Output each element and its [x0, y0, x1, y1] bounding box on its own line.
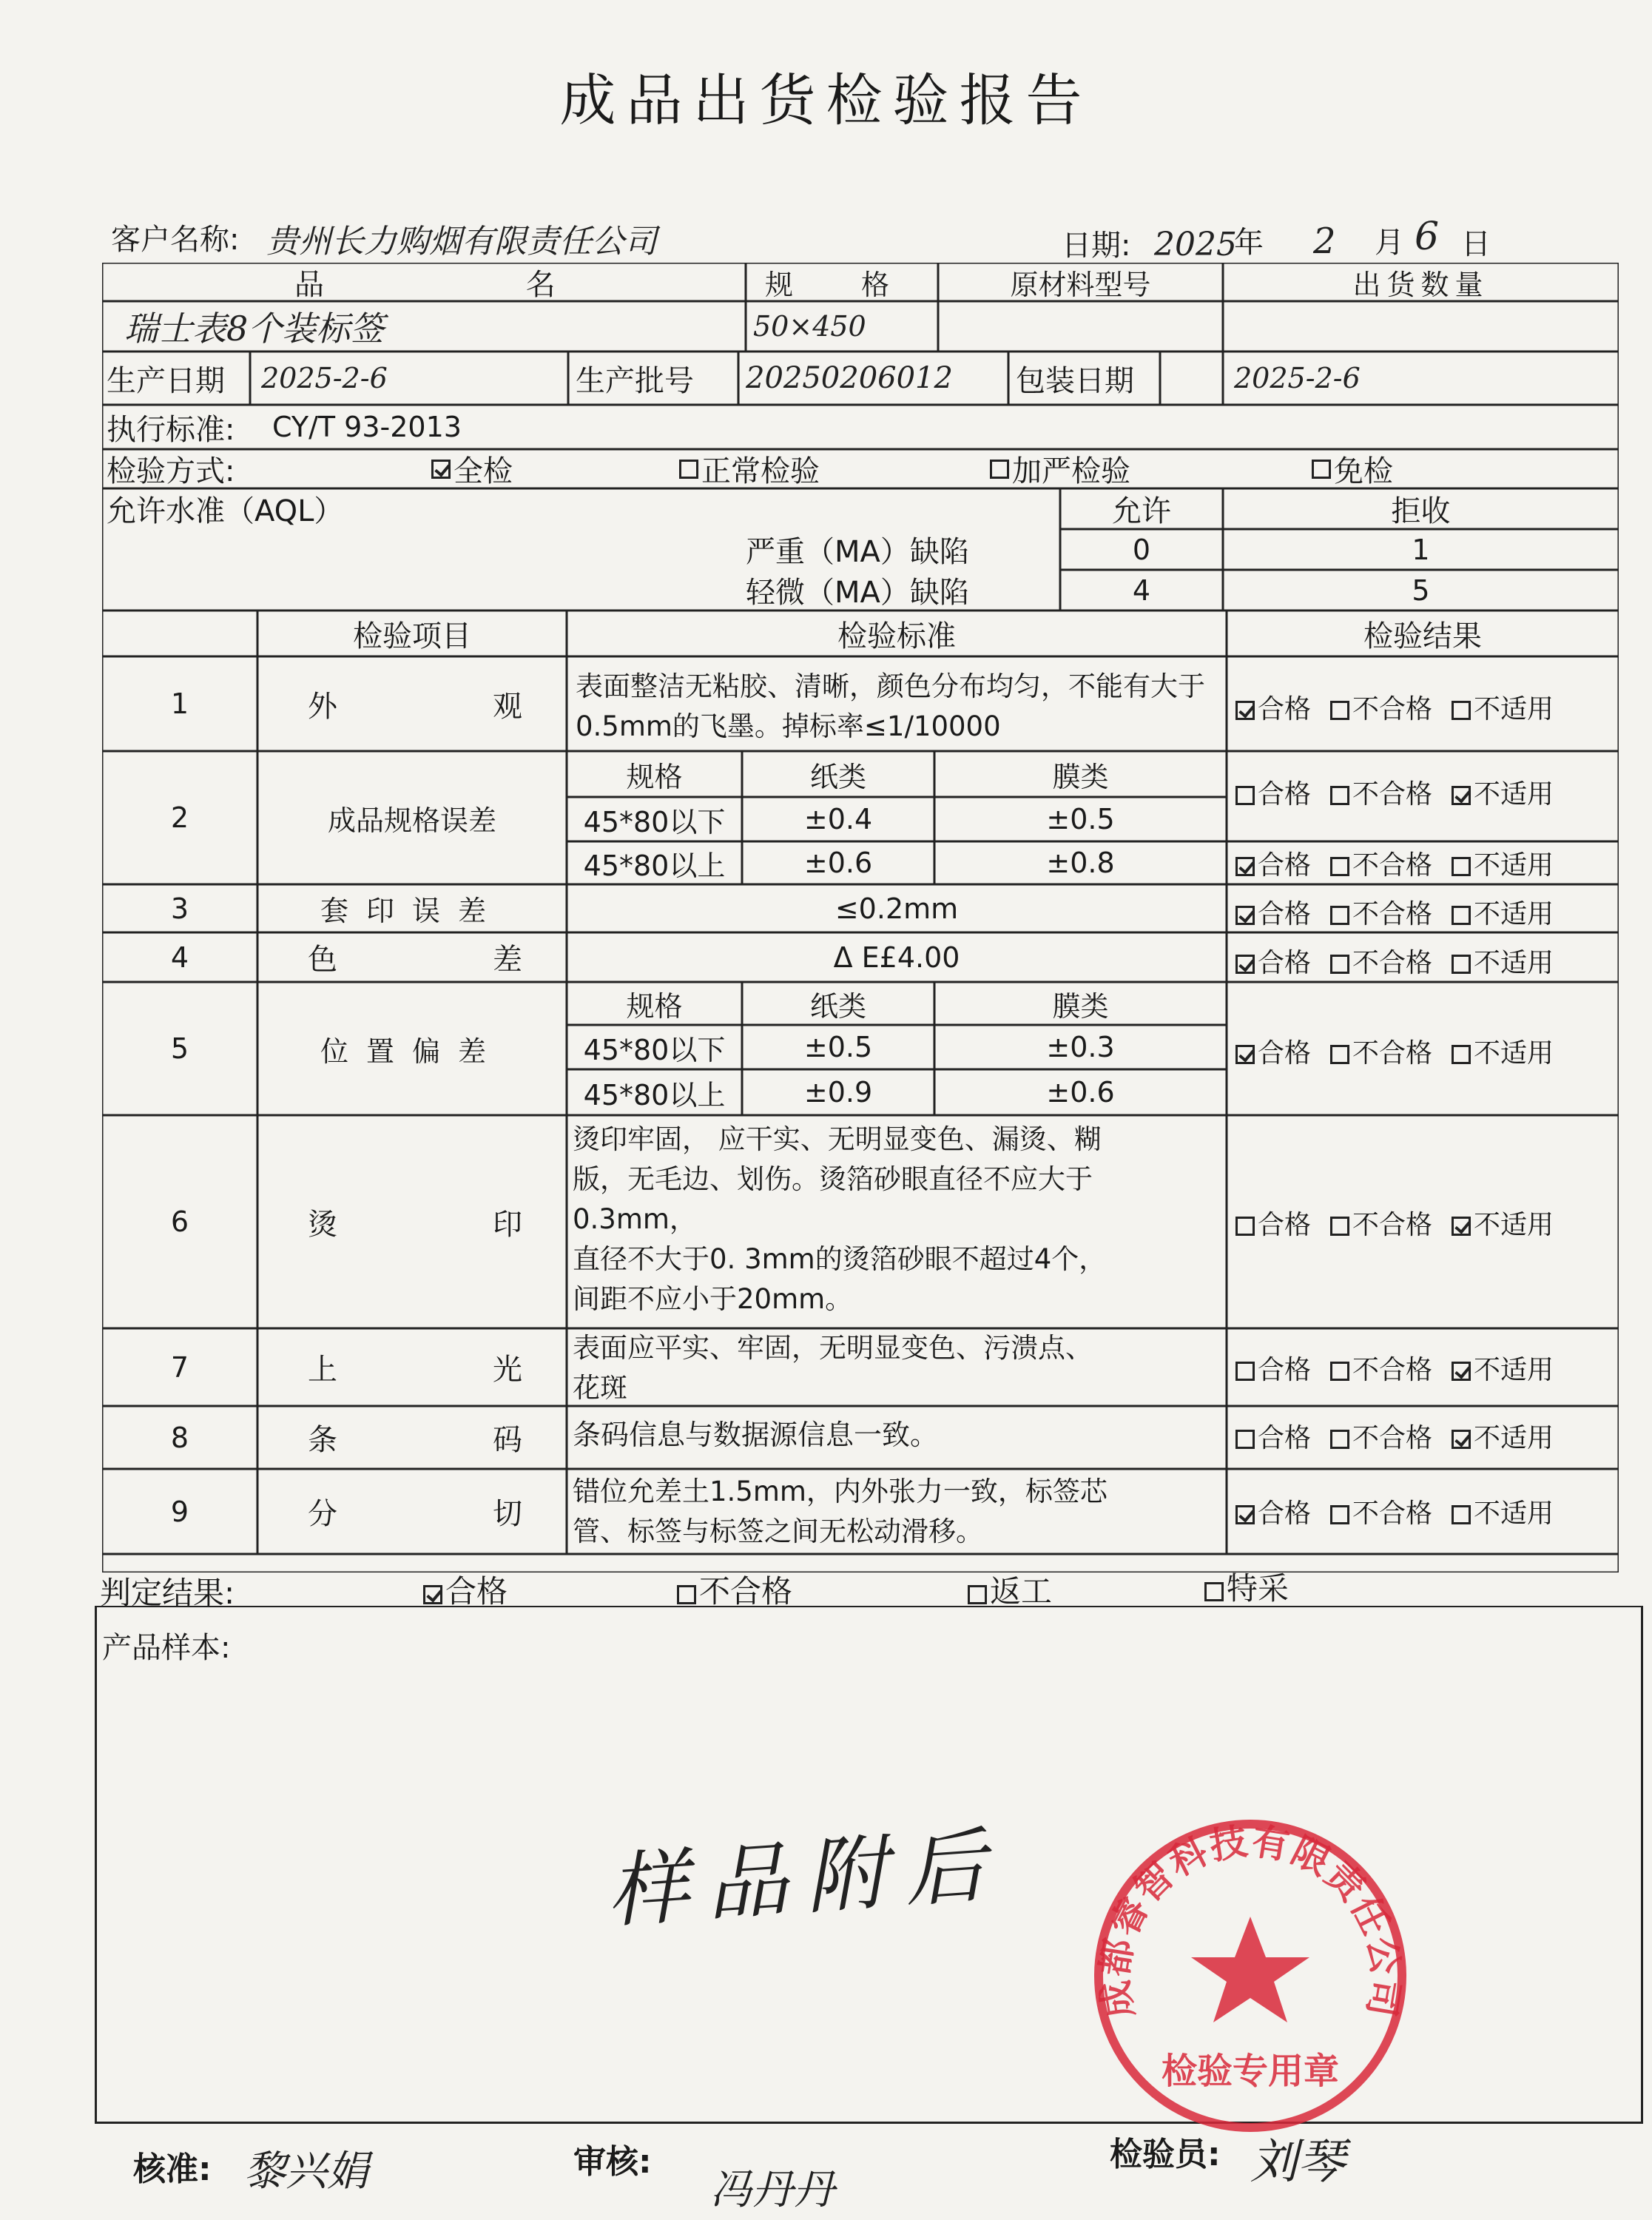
checkbox-icon	[1312, 460, 1331, 479]
result-pass: 合格	[1258, 948, 1312, 978]
position-paper-above: ±0.9	[803, 1076, 873, 1109]
checkbox-icon	[1330, 1505, 1349, 1524]
item-name-char: 分	[308, 1497, 337, 1531]
item-name-barcode	[308, 1406, 522, 1469]
seal-bottom-text: 检验专用章	[1161, 2051, 1340, 2092]
item-name-color-diff	[308, 932, 522, 982]
date-day: 6	[1415, 215, 1440, 259]
item-name-char: 观	[493, 689, 522, 724]
verdict-label: 判定结果:	[100, 1575, 235, 1611]
checkbox-icon	[1235, 1430, 1255, 1449]
sub-header-paper: 纸类	[809, 760, 866, 793]
size-film-below: ±0.5	[1046, 803, 1115, 835]
item-standard-varnish	[573, 1328, 1224, 1408]
position-paper-below: ±0.5	[803, 1031, 873, 1063]
checkbox-icon	[1452, 1045, 1471, 1064]
checkbox-icon	[1330, 786, 1349, 805]
result-na: 不适用	[1474, 1355, 1554, 1385]
date-month: 2	[1313, 221, 1336, 262]
result-na: 不适用	[1474, 694, 1554, 724]
item-no: 1	[170, 687, 189, 720]
checkbox-icon	[1452, 857, 1471, 876]
result-fail: 不合格	[1352, 899, 1433, 929]
item-standard-appearance: 表面整洁无粘胶、清晰，颜色分布均匀，不能有大于0.5mm的飞墨。掉标率≤1/10000	[576, 670, 1205, 742]
checkbox-icon	[1330, 955, 1349, 974]
checkbox-icon	[1235, 1362, 1255, 1381]
position-spec-above: 45*80以上	[583, 1078, 726, 1111]
approve-signature: 黎兴娟	[244, 2147, 368, 2196]
checkbox-icon	[1452, 955, 1471, 974]
aql-critical-allow: 0	[1132, 533, 1151, 566]
checkbox-icon	[1235, 1505, 1255, 1524]
verdict-pass-option[interactable]	[423, 1567, 508, 1612]
col-product-header	[294, 263, 635, 301]
pack-date-value: 2025-2-6	[1234, 362, 1361, 394]
item-name-char: 烫	[308, 1207, 337, 1242]
checkbox-icon	[1330, 1217, 1349, 1236]
size-paper-below: ±0.4	[803, 803, 873, 835]
position-film-above: ±0.6	[1046, 1076, 1115, 1109]
result-slitting[interactable]	[1235, 1493, 1554, 1530]
result-size-below[interactable]	[1235, 773, 1554, 811]
checkbox-icon	[1452, 1430, 1471, 1449]
result-pass: 合格	[1258, 1210, 1312, 1240]
standard-line: 版，无毛边、划伤。烫箔砂眼直径不应大于	[573, 1163, 1093, 1195]
checkbox-icon	[431, 460, 451, 479]
item-name-overprint: 套印误差	[320, 895, 504, 927]
result-fail: 不合格	[1352, 1355, 1433, 1385]
result-fail: 不合格	[1352, 1423, 1433, 1453]
standard-line: 间距不应小于20mm。	[573, 1283, 853, 1315]
item-standard-hot-stamp	[573, 1120, 1224, 1319]
verdict-concession-label: 特采	[1227, 1570, 1289, 1607]
result-pass: 合格	[1258, 1355, 1312, 1385]
aql-critical-reject: 1	[1412, 533, 1430, 566]
review-label: 审核:	[573, 2143, 652, 2181]
customer-label: 客户名称:	[111, 223, 240, 257]
item-name-slitting	[308, 1469, 522, 1554]
result-color-diff[interactable]	[1235, 942, 1554, 980]
result-na: 不适用	[1474, 1038, 1554, 1069]
method-full-option[interactable]	[431, 449, 513, 488]
item-no: 3	[170, 892, 189, 925]
col-product-label: 品 名	[294, 267, 556, 302]
inspection-seal	[1080, 1806, 1420, 2146]
result-overprint[interactable]	[1235, 893, 1554, 931]
seal-star-icon	[1191, 1917, 1309, 2022]
inspection-form	[102, 263, 1619, 1572]
item-no: 7	[170, 1350, 189, 1384]
prod-date-label: 生产日期	[107, 363, 225, 398]
item-no: 8	[170, 1421, 189, 1454]
spec-value: 50×450	[753, 310, 866, 343]
method-label: 检验方式:	[107, 454, 235, 488]
col-result-header: 检验结果	[1363, 619, 1482, 653]
result-size-above[interactable]	[1235, 844, 1554, 882]
aql-allow-header: 允许	[1112, 494, 1171, 528]
product-name-value: 瑞士表8个装标签	[124, 309, 385, 349]
size-film-above: ±0.8	[1046, 847, 1115, 879]
result-fail: 不合格	[1352, 1038, 1433, 1069]
standard-line: 管、标签与标签之间无松动滑移。	[573, 1516, 983, 1547]
result-na: 不适用	[1474, 779, 1554, 810]
col-spec-header: 规 格	[764, 268, 920, 301]
checkbox-icon	[1235, 786, 1255, 805]
size-paper-above: ±0.6	[803, 847, 873, 879]
standard-label: 执行标准:	[107, 412, 235, 447]
item-name-char: 码	[493, 1423, 522, 1457]
item-name-char: 上	[308, 1353, 337, 1387]
result-na: 不适用	[1474, 1423, 1554, 1453]
aql-minor-label: 轻微（MA）缺陷	[746, 576, 969, 610]
checkbox-icon	[990, 460, 1009, 479]
sample-handwritten-note: 样品附后	[604, 1817, 1007, 1940]
item-name-char: 差	[493, 943, 522, 977]
checkbox-icon	[679, 460, 698, 479]
item-name-char: 切	[493, 1497, 522, 1531]
method-normal-option[interactable]	[679, 449, 820, 488]
result-na: 不适用	[1474, 899, 1554, 929]
result-barcode[interactable]	[1235, 1417, 1554, 1455]
sub-header-paper: 纸类	[809, 989, 866, 1023]
checkbox-icon	[423, 1585, 442, 1604]
sub-header-spec: 规格	[626, 760, 683, 793]
result-fail: 不合格	[1352, 1210, 1433, 1240]
prod-date-value: 2025-2-6	[261, 362, 388, 394]
standard-line: 直径不大于0. 3mm的烫箔砂眼不超过4个，	[573, 1243, 1107, 1275]
verdict-fail-option[interactable]	[677, 1567, 792, 1612]
item-no: 4	[170, 941, 189, 974]
result-na: 不适用	[1474, 1498, 1554, 1529]
position-film-below: ±0.3	[1046, 1031, 1115, 1063]
checkbox-icon	[968, 1585, 987, 1604]
inspector-label: 检验员:	[1110, 2136, 1221, 2173]
checkbox-icon	[1235, 1217, 1255, 1236]
checkbox-icon	[1452, 1217, 1471, 1236]
item-no: 6	[170, 1205, 189, 1238]
size-spec-above: 45*80以上	[583, 849, 726, 882]
aql-minor-reject: 5	[1412, 574, 1430, 607]
result-pass: 合格	[1258, 1423, 1312, 1453]
checkbox-icon	[1235, 955, 1255, 974]
checkbox-icon	[1452, 906, 1471, 925]
result-pass: 合格	[1258, 1038, 1312, 1069]
date-label: 日期:	[1062, 229, 1131, 263]
item-name-char: 色	[308, 943, 337, 977]
batch-label: 生产批号	[576, 363, 694, 398]
result-na: 不适用	[1474, 948, 1554, 978]
method-normal-label: 正常检验	[701, 454, 820, 488]
customer-name: 贵州长力购烟有限责任公司	[266, 223, 657, 260]
result-pass: 合格	[1258, 1498, 1312, 1529]
checkbox-icon	[1330, 906, 1349, 925]
checkbox-icon	[1235, 701, 1255, 720]
item-no: 5	[170, 1032, 189, 1065]
verdict-concession-option[interactable]	[1204, 1564, 1289, 1609]
checkbox-icon	[1330, 1045, 1349, 1064]
result-fail: 不合格	[1352, 694, 1433, 724]
date-day-unit: 日	[1461, 227, 1491, 261]
checkbox-icon	[1452, 1362, 1471, 1381]
checkbox-icon	[677, 1585, 696, 1604]
result-varnish[interactable]	[1235, 1349, 1554, 1387]
result-pass: 合格	[1258, 694, 1312, 724]
inspector-signature: 刘琴	[1250, 2135, 1345, 2190]
checkbox-icon	[1235, 857, 1255, 876]
size-spec-below: 45*80以下	[583, 805, 726, 838]
item-standard-slitting	[573, 1472, 1224, 1552]
result-position[interactable]	[1235, 1032, 1554, 1070]
batch-value: 20250206012	[746, 361, 953, 395]
report-title: 成品出货检验报告	[559, 67, 1093, 133]
date-month-unit: 月	[1375, 226, 1404, 260]
sub-header-film: 膜类	[1052, 760, 1109, 793]
item-standard-barcode: 条码信息与数据源信息一致。	[573, 1418, 939, 1451]
item-name-char: 外	[308, 689, 337, 724]
checkbox-icon	[1204, 1582, 1224, 1601]
result-appearance[interactable]	[1235, 688, 1554, 726]
pack-date-label: 包装日期	[1016, 363, 1134, 398]
item-name-varnish	[308, 1328, 522, 1406]
method-full-label: 全检	[454, 454, 513, 488]
standard-line: 表面应平实、牢固，无明显变色、污溃点、	[573, 1332, 1093, 1364]
result-pass: 合格	[1258, 779, 1312, 810]
result-hot-stamp[interactable]	[1235, 1204, 1554, 1242]
aql-critical-label: 严重（MA）缺陷	[746, 535, 969, 569]
method-exempt-option[interactable]	[1312, 449, 1393, 488]
item-name-appearance	[308, 656, 522, 751]
verdict-rework-option[interactable]	[968, 1567, 1052, 1612]
checkbox-icon	[1330, 701, 1349, 720]
result-pass: 合格	[1258, 899, 1312, 929]
approve-label: 核准:	[133, 2150, 212, 2188]
item-standard-color-diff: Δ E£4.00	[833, 941, 960, 974]
method-exempt-label: 免检	[1334, 454, 1393, 488]
result-pass: 合格	[1258, 850, 1312, 881]
aql-reject-header: 拒收	[1391, 494, 1451, 528]
checkbox-icon	[1235, 906, 1255, 925]
seal-company-path: 成都睿智科技有限责任公司	[1092, 1818, 1409, 2022]
checkbox-icon	[1330, 1362, 1349, 1381]
item-name-hot-stamp	[308, 1115, 522, 1328]
item-name-char: 印	[493, 1207, 522, 1242]
result-fail: 不合格	[1352, 779, 1433, 810]
result-na: 不适用	[1474, 1210, 1554, 1240]
item-name-char: 光	[493, 1353, 522, 1387]
date-year: 2025	[1154, 226, 1237, 263]
standard-line: 花斑	[573, 1372, 627, 1404]
col-item-header: 检验项目	[353, 619, 471, 653]
item-name-char: 条	[308, 1423, 337, 1457]
sub-header-film: 膜类	[1052, 989, 1109, 1023]
aql-label: 允许水准（AQL）	[107, 494, 344, 528]
checkbox-icon	[1452, 701, 1471, 720]
col-standard-header: 检验标准	[837, 619, 956, 653]
position-spec-below: 45*80以下	[583, 1033, 726, 1066]
result-fail: 不合格	[1352, 1498, 1433, 1529]
item-name-size-error: 成品规格误差	[327, 804, 496, 837]
verdict-pass-label: 合格	[445, 1573, 508, 1610]
result-fail: 不合格	[1352, 850, 1433, 881]
review-signature: 冯丹丹	[710, 2166, 835, 2214]
standard-line: 烫印牢固， 应干实、无明显变色、漏烫、糊	[573, 1123, 1102, 1155]
result-fail: 不合格	[1352, 948, 1433, 978]
method-tightened-label: 加严检验	[1012, 454, 1130, 488]
method-tightened-option[interactable]	[990, 449, 1130, 488]
sub-header-spec: 规格	[626, 989, 683, 1023]
item-standard-overprint: ≤0.2mm	[835, 892, 959, 925]
checkbox-icon	[1330, 1430, 1349, 1449]
col-qty-header: 出货数量	[1352, 268, 1489, 301]
item-no: 9	[170, 1495, 189, 1528]
checkbox-icon	[1452, 1505, 1471, 1524]
verdict-rework-label: 返工	[990, 1573, 1053, 1610]
checkbox-icon	[1452, 786, 1471, 805]
standard-value: CY/T 93-2013	[272, 411, 462, 443]
sample-label: 产品样本:	[102, 1631, 231, 1665]
standard-line: 0.3mm，	[573, 1203, 697, 1235]
item-name-position: 位置偏差	[320, 1035, 504, 1068]
verdict-fail-label: 不合格	[699, 1573, 793, 1610]
col-material-header: 原材料型号	[1010, 268, 1151, 301]
checkbox-icon	[1330, 857, 1349, 876]
checkbox-icon	[1235, 1045, 1255, 1064]
standard-line: 错位允差土1.5mm，内外张力一致，标签芯	[573, 1476, 1107, 1507]
result-na: 不适用	[1474, 850, 1554, 881]
item-no: 2	[170, 801, 189, 834]
date-year-unit: 年	[1234, 226, 1264, 260]
aql-minor-allow: 4	[1132, 574, 1151, 607]
